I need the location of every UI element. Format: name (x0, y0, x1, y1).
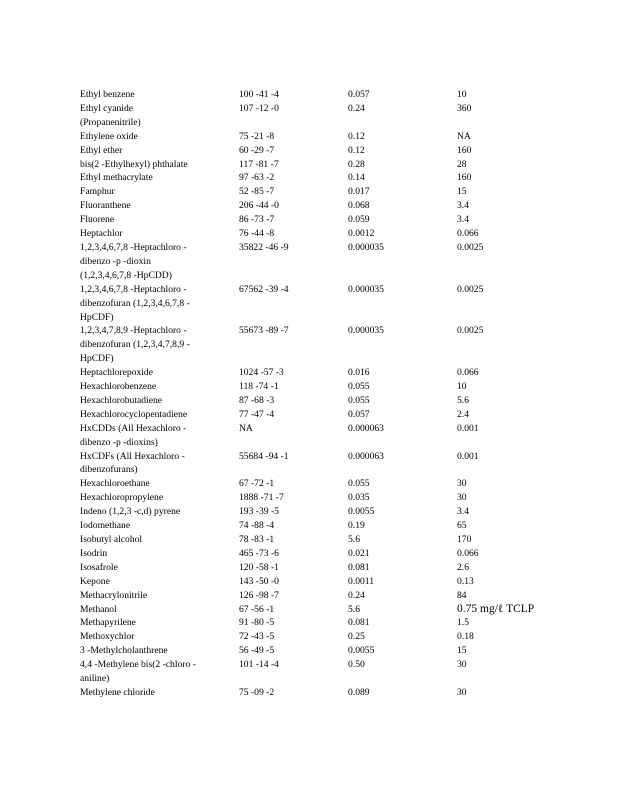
table-row (80, 158, 540, 172)
nonwastewater-value: 84 (457, 589, 467, 601)
constituent-name: Ethyl benzene (80, 89, 135, 100)
constituent-name: Heptachlor (80, 228, 123, 240)
cas-number: 77 -47 -4 (239, 408, 275, 420)
cas-number: 193 -39 -5 (239, 506, 279, 518)
table-row (80, 589, 540, 603)
constituent-name: Isodrin (80, 547, 108, 559)
constituent-name: Methoxychlor (80, 631, 135, 643)
constituent-name: Heptachlorepoxide (80, 367, 153, 379)
nonwastewater-value (457, 603, 540, 617)
cas-number: 78 -83 -1 (239, 534, 275, 545)
nonwastewater-value: 3.4 (457, 214, 469, 226)
nonwastewater-value: 3.4 (457, 200, 469, 212)
nonwastewater-value: 10 (457, 381, 467, 393)
cas-number: 143 -50 -0 (239, 575, 279, 587)
constituent-name: 1,2,3,4,6,7,8 -Heptachloro - dibenzo -p -dioxin (1,2,3,4,6,7,8 -HpCDD) (80, 241, 187, 281)
table-row (80, 324, 540, 366)
cas-number: 56 -49 -5 (239, 645, 275, 657)
cas-number: 206 -44 -0 (239, 200, 279, 212)
cas-number: 100 -41 -4 (239, 89, 279, 100)
cas-number: 117 -81 -7 (239, 158, 279, 170)
wastewater-value: 0.057 (348, 408, 370, 420)
constituent-name: Ethyl cyanide (Propanenitrile) (80, 102, 141, 128)
constituent-name: Methacrylonitrile (80, 589, 148, 601)
table-row (80, 450, 540, 478)
nonwastewater-value: 30 (457, 492, 467, 504)
table-row (80, 213, 540, 227)
table-row (80, 171, 540, 185)
wastewater-value: 0.055 (348, 381, 370, 393)
constituent-table (80, 88, 540, 700)
wastewater-value: 0.12 (348, 130, 365, 142)
nonwastewater-value: 0.001 (457, 450, 479, 462)
wastewater-value: 0.016 (348, 367, 370, 379)
table-row (80, 366, 540, 380)
constituent-name: Ethyl ether (80, 144, 123, 156)
nonwastewater-value: 28 (457, 158, 467, 170)
nonwastewater-value: 170 (457, 534, 472, 545)
cas-number: 107 -12 -0 (239, 102, 279, 114)
nonwastewater-value: 5.6 (457, 394, 469, 406)
nonwastewater-value: 15 (457, 645, 467, 657)
wastewater-value: 0.000035 (348, 283, 384, 295)
cas-number: 120 -58 -1 (239, 561, 279, 573)
cas-number: 67 -72 -1 (239, 478, 275, 490)
table-row (80, 380, 540, 394)
nonwastewater-value: 30 (457, 659, 467, 671)
wastewater-value: 0.081 (348, 617, 370, 629)
cas-number: 75 -21 -8 (239, 130, 275, 142)
cas-number: 72 -43 -5 (239, 631, 275, 643)
cas-number: 75 -09 -2 (239, 686, 275, 698)
wastewater-value: 0.24 (348, 102, 365, 114)
nonwastewater-value: 0.066 (457, 228, 479, 240)
nonwastewater-value: 0.18 (457, 631, 474, 643)
nonwastewater-value: 0.0025 (457, 325, 484, 337)
nonwastewater-value: NA (457, 130, 471, 142)
nonwastewater-value-text: 0.75 mg/ℓ TCLP (457, 602, 535, 615)
table-row (80, 102, 540, 130)
cas-number: 101 -14 -4 (239, 659, 279, 671)
constituent-name: Hexachlorobutadiene (80, 394, 163, 406)
table-row (80, 283, 540, 325)
cas-number: 1024 -57 -3 (239, 367, 284, 379)
wastewater-value: 0.000035 (348, 325, 384, 337)
table-row (80, 630, 540, 644)
constituent-name: Methapyrilene (80, 617, 136, 629)
wastewater-value: 0.0012 (348, 228, 375, 240)
table-row (80, 227, 540, 241)
nonwastewater-value: 15 (457, 186, 467, 198)
constituent-name: Isosafrole (80, 561, 118, 573)
table-row (80, 644, 540, 658)
wastewater-value: 0.059 (348, 214, 370, 226)
wastewater-value: 0.000063 (348, 450, 384, 462)
constituent-name: Hexachloropropylene (80, 492, 164, 504)
constituent-name: 1,2,3,4,7,8,9 -Heptachloro - dibenzofuran (1,2,3,4,7,8,9 - HpCDF) (80, 325, 190, 365)
constituent-name: Hexachlorocyclopentadiene (80, 408, 188, 420)
wastewater-value: 0.035 (348, 492, 370, 504)
cas-number: 465 -73 -6 (239, 547, 279, 559)
wastewater-value: 0.0055 (348, 645, 375, 657)
wastewater-value: 0.12 (348, 144, 365, 156)
constituent-name: Kepone (80, 575, 110, 587)
table-row (80, 394, 540, 408)
constituent-name: 4,4 -Methylene bis(2 -chloro - aniline) (80, 659, 196, 685)
table-row (80, 477, 540, 491)
nonwastewater-value: 0.0025 (457, 283, 484, 295)
cas-number: 74 -88 -4 (239, 520, 275, 532)
nonwastewater-value: 1.5 (457, 617, 469, 629)
table-row (80, 533, 540, 547)
constituent-name: Methanol (80, 603, 117, 615)
table-row (80, 616, 540, 630)
table-row (80, 241, 540, 283)
wastewater-value: 0.068 (348, 200, 370, 212)
constituent-name: HxCDDs (All Hexachloro - dibenzo -p -dioxins) (80, 422, 187, 448)
nonwastewater-value: 3.4 (457, 506, 469, 518)
wastewater-value: 0.000063 (348, 422, 384, 434)
constituent-name: bis(2 -Ethylhexyl) phthalate (80, 158, 188, 170)
nonwastewater-value: 0.066 (457, 547, 479, 559)
nonwastewater-value: 0.13 (457, 575, 474, 587)
wastewater-value: 0.28 (348, 158, 365, 170)
constituent-name: Fluoranthene (80, 200, 131, 212)
cas-number: 118 -74 -1 (239, 381, 279, 393)
cas-number: 76 -44 -8 (239, 228, 275, 240)
cas-number: 67562 -39 -4 (239, 283, 289, 295)
table-row (80, 505, 540, 519)
constituent-name: Iodomethane (80, 520, 131, 532)
table-row (80, 144, 540, 158)
cas-number: 126 -98 -7 (239, 589, 279, 601)
nonwastewater-value: 0.0025 (457, 241, 484, 253)
cas-number: 91 -80 -5 (239, 617, 275, 629)
cas-number: 35822 -46 -9 (239, 241, 289, 253)
constituent-name: Isobutyl alcohol (80, 534, 143, 545)
wastewater-value: 0.19 (348, 520, 365, 532)
constituent-name: Indeno (1,2,3 -c,d) pyrene (80, 506, 181, 518)
wastewater-value: 0.24 (348, 589, 365, 601)
nonwastewater-value: 30 (457, 478, 467, 490)
table-row (80, 686, 540, 700)
table-row (80, 185, 540, 199)
table-row (80, 88, 540, 102)
table-row (80, 130, 540, 144)
cas-number: 55673 -89 -7 (239, 325, 289, 337)
constituent-name: 1,2,3,4,6,7,8 -Heptachloro - dibenzofuran (1,2,3,4,6,7,8 - HpCDF) (80, 283, 190, 323)
wastewater-value: 0.000035 (348, 241, 384, 253)
table-row (80, 658, 540, 686)
constituent-name: Hexachlorobenzene (80, 381, 157, 393)
nonwastewater-value: 2.6 (457, 561, 469, 573)
nonwastewater-value: 2.4 (457, 408, 469, 420)
constituent-name: Hexachloroethane (80, 478, 150, 490)
wastewater-value: 0.081 (348, 561, 370, 573)
table-row (80, 603, 540, 617)
cas-number: 87 -68 -3 (239, 394, 275, 406)
table-row (80, 422, 540, 450)
constituent-name: Ethyl methacrylate (80, 172, 153, 184)
table-body (80, 88, 540, 700)
wastewater-value: 0.14 (348, 172, 365, 184)
cas-number: NA (239, 422, 253, 434)
table-row (80, 519, 540, 533)
nonwastewater-value: 30 (457, 686, 467, 698)
constituent-name: Methylene chloride (80, 686, 155, 698)
constituent-name: HxCDFs (All Hexachloro - dibenzofurans) (80, 450, 185, 476)
cas-number: 55684 -94 -1 (239, 450, 289, 462)
wastewater-value: 0.089 (348, 686, 370, 698)
nonwastewater-value: 65 (457, 520, 467, 532)
wastewater-value: 0.055 (348, 478, 370, 490)
wastewater-value: 0.25 (348, 631, 365, 643)
wastewater-value: 5.6 (348, 534, 360, 545)
cas-number: 67 -56 -1 (239, 603, 275, 615)
wastewater-value: 0.017 (348, 186, 370, 198)
nonwastewater-value: 360 (457, 102, 472, 114)
wastewater-value: 0.021 (348, 547, 370, 559)
nonwastewater-value: 0.001 (457, 422, 479, 434)
wastewater-value: 0.50 (348, 659, 365, 671)
cas-number: 60 -29 -7 (239, 144, 275, 156)
cas-number: 86 -73 -7 (239, 214, 275, 226)
constituent-name: Fluorene (80, 214, 115, 226)
nonwastewater-value: 160 (457, 144, 472, 156)
wastewater-value: 0.0011 (348, 575, 375, 587)
table-row (80, 561, 540, 575)
table-row (80, 199, 540, 213)
nonwastewater-value: 160 (457, 172, 472, 184)
nonwastewater-value: 0.066 (457, 367, 479, 379)
constituent-name: Famphur (80, 186, 115, 198)
constituent-name: 3 -Methylcholanthrene (80, 645, 168, 657)
wastewater-value: 0.057 (348, 89, 370, 100)
nonwastewater-value: 10 (457, 89, 467, 100)
cas-number: 97 -63 -2 (239, 172, 275, 184)
cas-number: 1888 -71 -7 (239, 492, 284, 504)
wastewater-value: 0.055 (348, 394, 370, 406)
table-row (80, 408, 540, 422)
constituent-name: Ethylene oxide (80, 130, 138, 142)
table-row (80, 491, 540, 505)
wastewater-value: 0.0055 (348, 506, 375, 518)
table-row (80, 575, 540, 589)
wastewater-value: 5.6 (348, 603, 360, 615)
table-row (80, 547, 540, 561)
cas-number: 52 -85 -7 (239, 186, 275, 198)
